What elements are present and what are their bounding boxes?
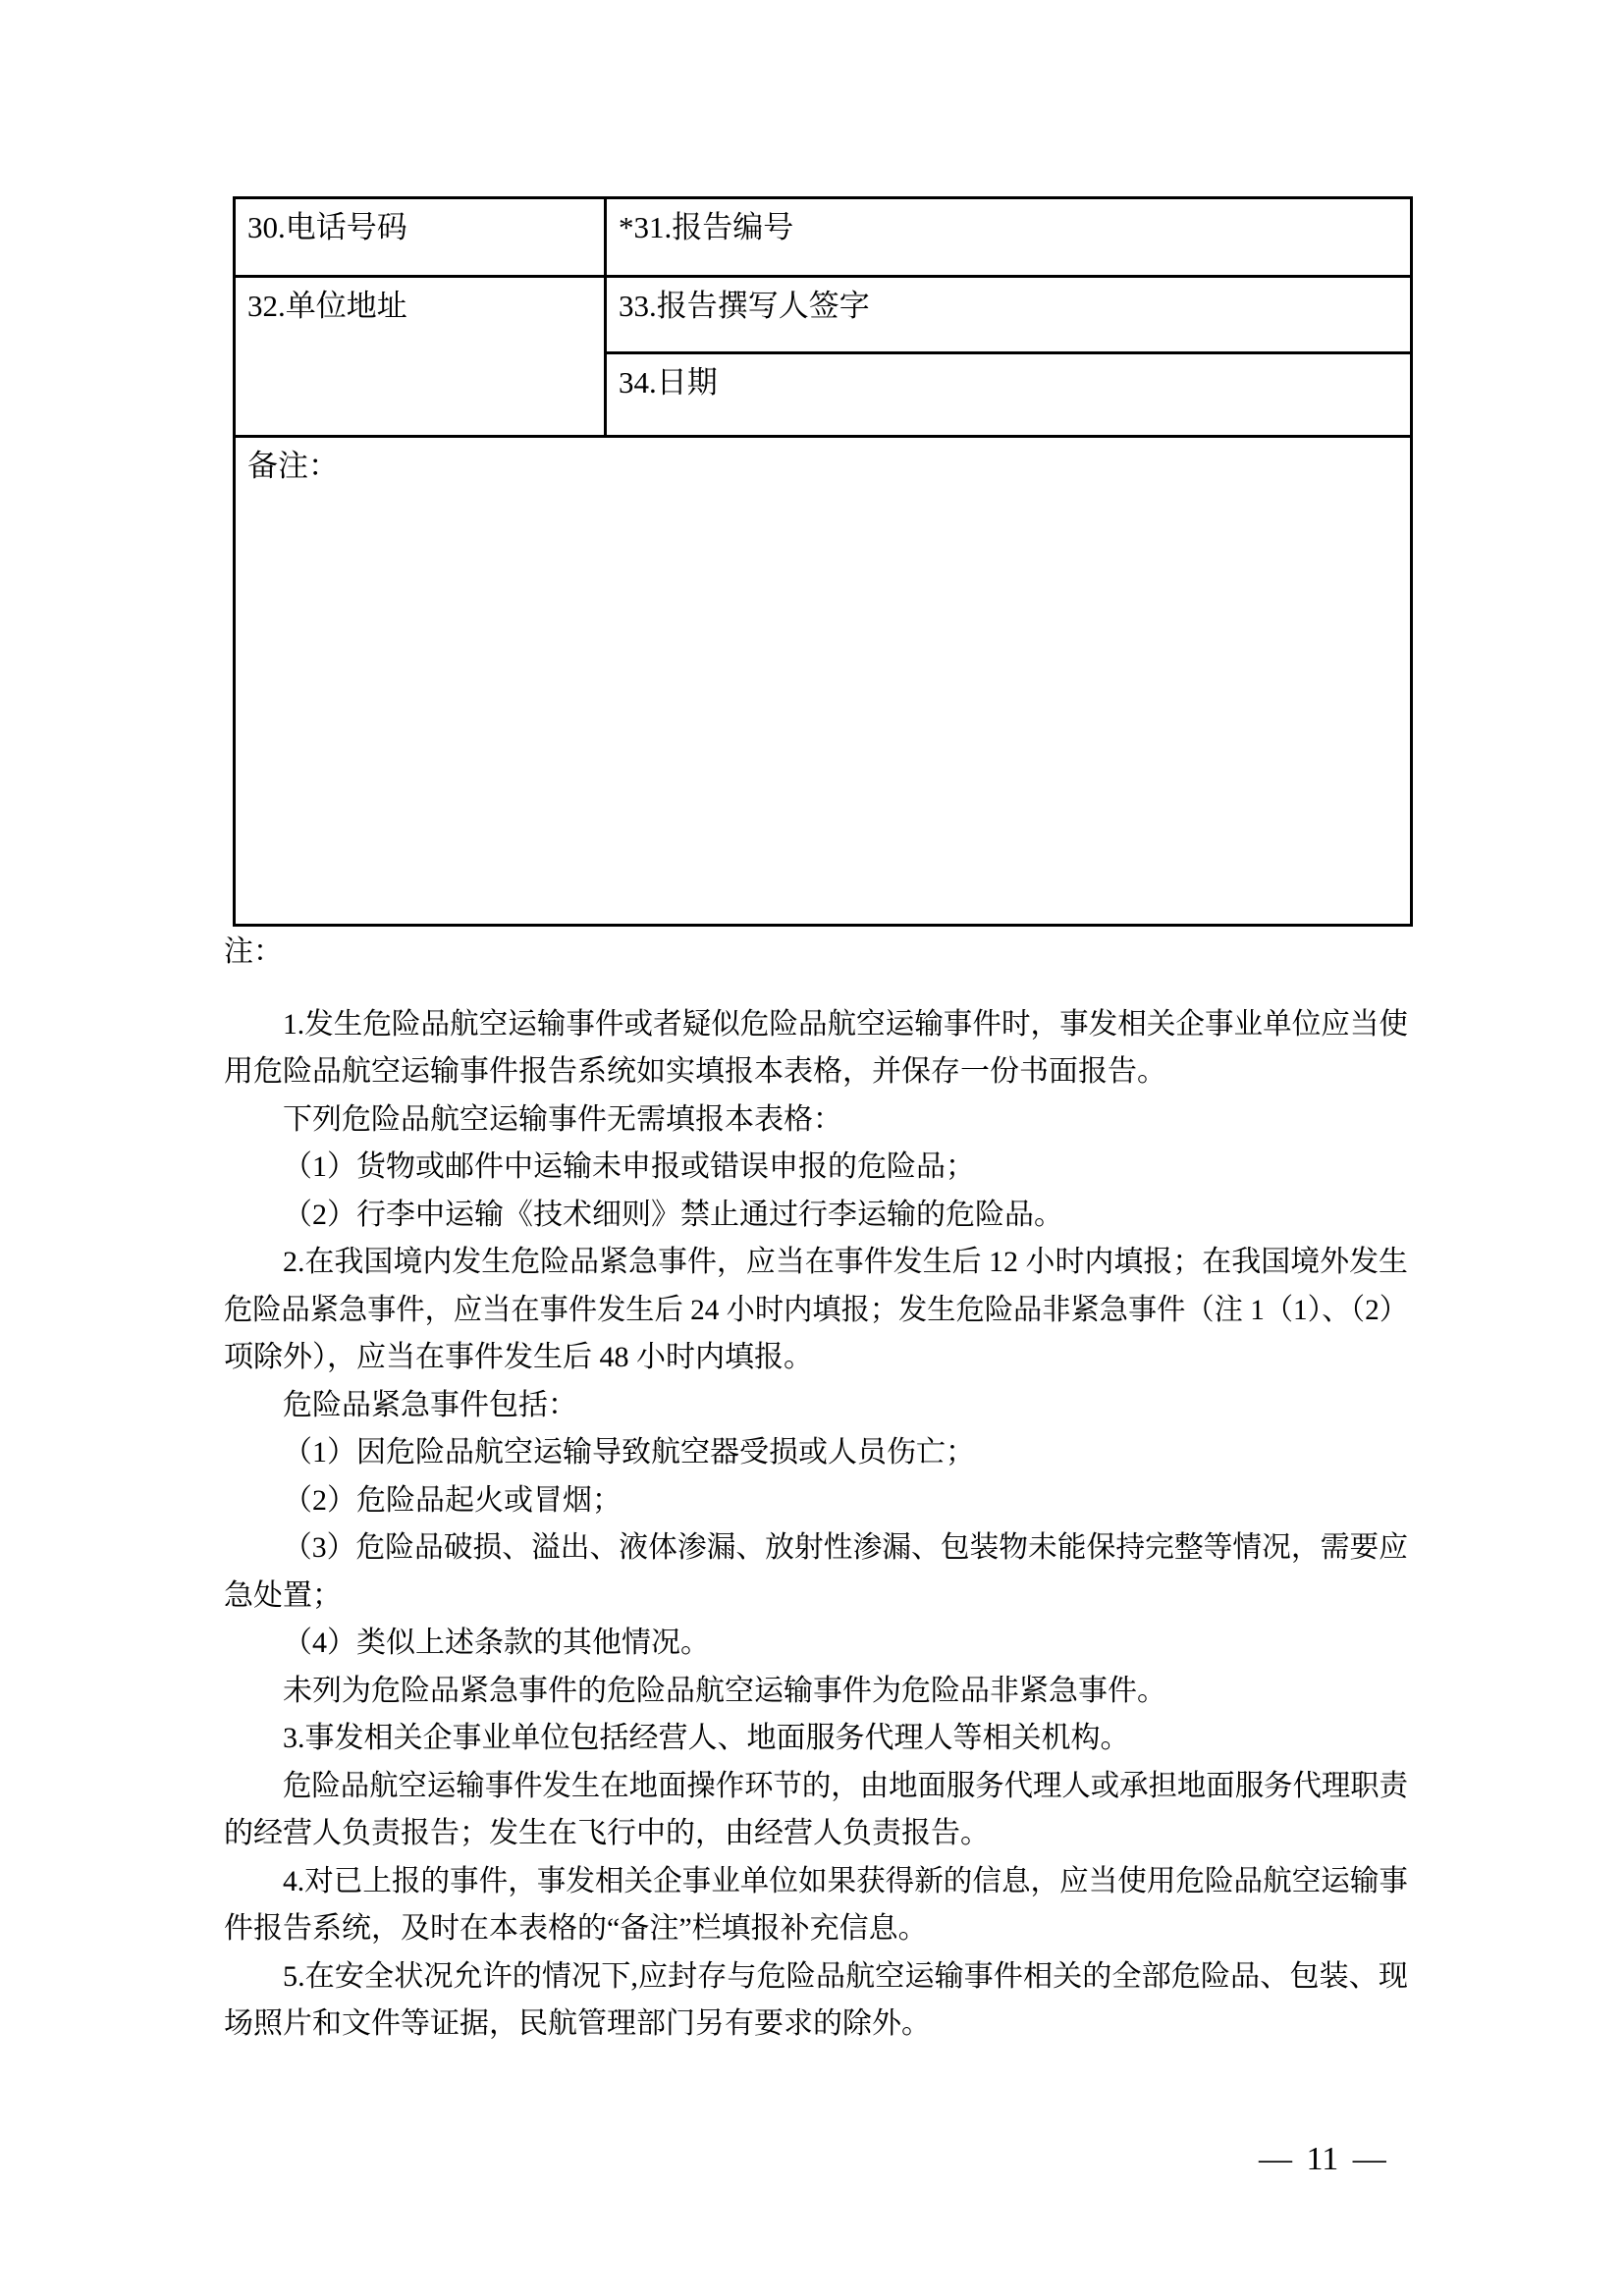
note-line: （3）危险品破损、溢出、液体渗漏、放射性渗漏、包装物未能保持完整等情况，需要应 (283, 1531, 1408, 1564)
note-line: 1.发生危险品航空运输事件或者疑似危险品航空运输事件时，事发相关企事业单位应当使 (283, 1007, 1408, 1041)
note-line: 下列危险品航空运输事件无需填报本表格： (283, 1102, 842, 1136)
cell-remark: 备注： (235, 437, 1412, 926)
note-line: 的经营人负责报告；发生在飞行中的，由经营人负责报告。 (224, 1817, 990, 1849)
report-form-table (233, 196, 1413, 927)
note-line: 用危险品航空运输事件报告系统如实填报本表格，并保存一份书面报告。 (224, 1055, 1166, 1088)
note-line: （2）行李中运输《技术细则》禁止通过行李运输的危险品。 (283, 1198, 1063, 1231)
notes-section (224, 929, 1408, 2049)
note-line: 3.事发相关企事业单位包括经营人、地面服务代理人等相关机构。 (283, 1722, 1130, 1754)
note-line: （1）因危险品航空运输导致航空器受损或人员伤亡； (283, 1436, 975, 1468)
cell-report-number: *31.报告编号 (606, 198, 1412, 277)
note-line: 场照片和文件等证据，民航管理部门另有要求的除外。 (224, 2007, 931, 2040)
cell-unit-address: 32.单位地址 (235, 277, 606, 437)
note-line: 危险品紧急事件，应当在事件发生后 24 小时内填报；发生危险品非紧急事件（注 1（1）、（2） (224, 1293, 1408, 1326)
note-line: （2）危险品起火或冒烟； (283, 1483, 622, 1517)
note-line: 件报告系统，及时在本表格的“备注”栏填报补充信息。 (224, 1912, 928, 1945)
notes-heading: 注： (224, 935, 283, 968)
cell-writer-signature: 33.报告撰写人签字 (606, 277, 1412, 353)
note-line: 2.在我国境内发生危险品紧急事件，应当在事件发生后 12 小时内填报；在我国境外发生 (283, 1246, 1408, 1278)
note-line: 未列为危险品紧急事件的危险品航空运输事件为危险品非紧急事件。 (283, 1674, 1166, 1707)
note-line: 5.在安全状况允许的情况下,应封存与危险品航空运输事件相关的全部危险品、包装、现 (283, 1959, 1408, 1993)
note-line: （1）货物或邮件中运输未申报或错误申报的危险品； (283, 1150, 975, 1183)
cell-phone-number: 30.电话号码 (235, 198, 606, 277)
notes-body (224, 1001, 1408, 2049)
note-line: 急处置； (224, 1578, 342, 1612)
note-line: 危险品航空运输事件发生在地面操作环节的，由地面服务代理人或承担地面服务代理职责 (283, 1769, 1408, 1802)
page-number: — 11 — (1259, 2141, 1386, 2177)
cell-date: 34.日期 (606, 353, 1412, 437)
note-line: （4）类似上述条款的其他情况。 (283, 1627, 710, 1659)
note-line: 危险品紧急事件包括： (283, 1388, 577, 1421)
note-line: 项除外），应当在事件发生后 48 小时内填报。 (224, 1341, 813, 1373)
note-line: 4.对已上报的事件，事发相关企事业单位如果获得新的信息，应当使用危险品航空运输事 (283, 1864, 1408, 1897)
